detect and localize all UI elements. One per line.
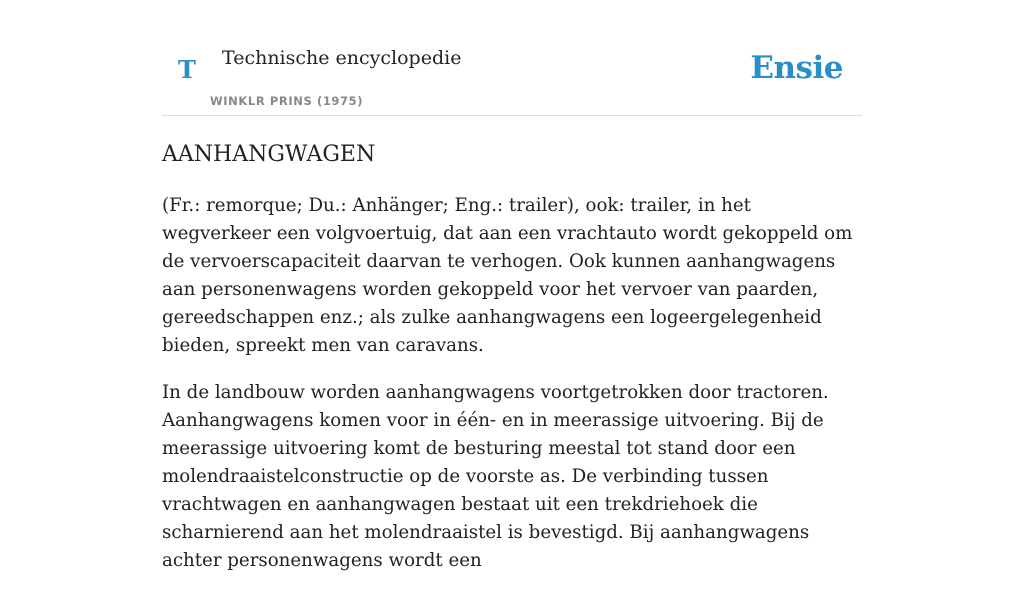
ensie-logo[interactable]: Ensie: [750, 50, 843, 86]
book-source: WINKLR PRINS (1975): [210, 94, 364, 108]
header: [162, 0, 862, 116]
article-paragraph: (Fr.: remorque; Du.: Anhänger; Eng.: trailer), ook: trailer, in het wegverkeer een volgvoertuig, dat aan een vrachtauto wordt gekoppeld om de vervoerscapaciteit daarvan te verhogen. Ook kunnen aanhangwagens aan personenwagens worden gekoppeld voor het vervoer van paarden, gereedschappen enz.; als zulke aanhangwagens een logeergelegenheid bieden, spreekt men van caravans.: [162, 195, 853, 356]
article-body: [162, 192, 862, 594]
book-title[interactable]: Technische encyclopedie: [222, 47, 462, 69]
book-icon-letter[interactable]: T: [178, 55, 196, 84]
page: [162, 0, 862, 571]
article-headword: AANHANGWAGEN: [162, 142, 376, 167]
article-paragraph: In de landbouw worden aanhangwagens voortgetrokken door tractoren. Aanhangwagens komen voor in één- en in meerassige uitvoering. Bij de meerassige uitvoering komt de besturing meestal tot stand door een molendraaistelconstructie op de voorste as. De verbinding tussen vrachtwagen en aanhangwagen bestaat uit een trekdriehoek die scharnierend aan het molendraaistel is bevestigd. Bij aanhangwagens achter personenwagens wordt een: [162, 382, 829, 571]
